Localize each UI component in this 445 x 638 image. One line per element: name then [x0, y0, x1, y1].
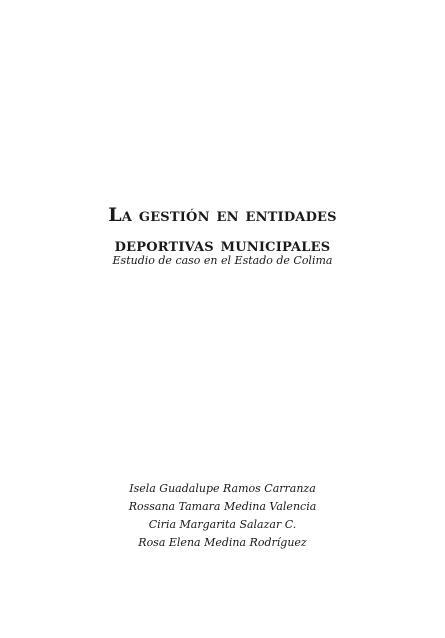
author-name: Ciria Margarita Salazar C.: [148, 518, 297, 531]
book-subtitle: Estudio de caso en el Estado de Colima: [112, 254, 333, 267]
book-title-line-1: La gestión en entidades: [108, 204, 337, 226]
author-list: [0, 480, 445, 552]
author-name: Rossana Tamara Medina Valencia: [128, 500, 317, 513]
author-name: Rosa Elena Medina Rodríguez: [138, 536, 307, 549]
book-title-line-2: deportivas municipales: [114, 234, 331, 256]
author-name: Isela Guadalupe Ramos Carranza: [129, 482, 316, 495]
title-block: [0, 200, 445, 268]
